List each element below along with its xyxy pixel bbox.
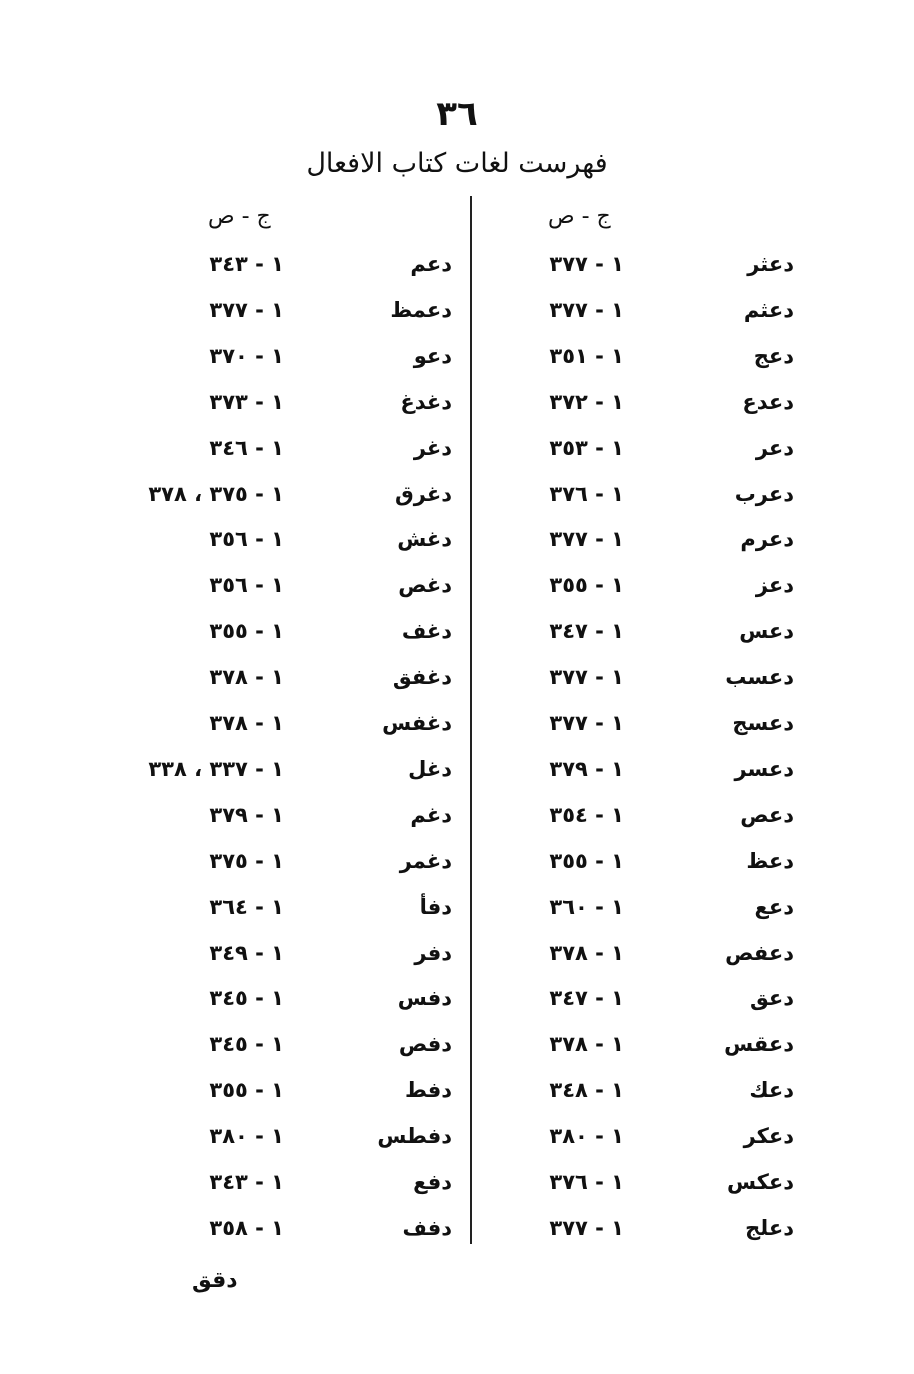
index-entry [0, 482, 914, 518]
entry-word: دفس [397, 986, 452, 1010]
index-entry [0, 436, 914, 472]
entry-reference: ١ - ٣٤٩ [209, 941, 284, 965]
entry-reference: ١ - ٣٥٥ [209, 1078, 284, 1102]
entry-reference: ١ - ٣٧٢ [549, 390, 624, 414]
index-entry [0, 941, 914, 977]
entry-word: دفطس [377, 1124, 452, 1148]
entry-word: دعج [753, 344, 794, 368]
entry-reference: ١ - ٣٤٣ [209, 252, 284, 276]
entry-reference: ١ - ٣٧٧ [549, 527, 624, 551]
index-entry [0, 1216, 914, 1252]
entry-reference: ١ - ٣٧٧ [549, 711, 624, 735]
index-entry [0, 665, 914, 701]
entry-word: دغمر [399, 849, 452, 873]
index-entry [0, 344, 914, 380]
index-entry [0, 619, 914, 655]
entry-word: دعمظ [390, 298, 452, 322]
entry-reference: ١ - ٣٧٨ [549, 941, 624, 965]
entry-word: دعك [749, 1078, 794, 1102]
entry-reference: ١ - ٣٧٨ [209, 711, 284, 735]
entry-word: دعز [755, 573, 794, 597]
entry-reference: ١ - ٣٥٣ [549, 436, 624, 460]
entry-word: دفص [398, 1032, 452, 1056]
entry-reference: ١ - ٣٥٥ [209, 619, 284, 643]
page-number: ٣٦ [436, 94, 478, 134]
entry-word: دغرق [395, 482, 452, 506]
entry-word: دعسب [725, 665, 794, 689]
index-entry [0, 527, 914, 563]
entry-reference: ١ - ٣٥٦ [209, 527, 284, 551]
entry-reference: ١ - ٣٤٧ [549, 986, 624, 1010]
entry-word: دفف [402, 1216, 452, 1240]
entry-reference: ١ - ٣٨٠ [549, 1124, 624, 1148]
index-entry [0, 1078, 914, 1114]
entry-word: دفط [404, 1078, 452, 1102]
entry-word: دعفص [725, 941, 794, 965]
entry-reference: ١ - ٣٧٩ [209, 803, 284, 827]
entry-reference: ١ - ٣٧٣ [209, 390, 284, 414]
entry-word: دعس [739, 619, 794, 643]
page-title: فهرست لغات كتاب الافعال [306, 148, 608, 179]
index-entry [0, 1170, 914, 1206]
entry-word: دغفس [382, 711, 452, 735]
index-entry [0, 986, 914, 1022]
index-entry [0, 298, 914, 334]
entry-reference: ١ - ٣٦٤ [209, 895, 284, 919]
entry-reference: ١ - ٣٨٠ [209, 1124, 284, 1148]
index-entry [0, 390, 914, 426]
entry-reference: ١ - ٣٦٠ [549, 895, 624, 919]
entry-word: دعع [754, 895, 794, 919]
left-column-header: ج - ص [208, 204, 271, 229]
entry-word: دعظ [746, 849, 794, 873]
entry-reference: ١ - ٣٥٥ [549, 849, 624, 873]
entry-word: دغر [413, 436, 452, 460]
entry-word: دعثم [743, 298, 794, 322]
index-entry [0, 1032, 914, 1068]
entry-reference: ١ - ٣٧٨ [209, 665, 284, 689]
entry-word: دفع [413, 1170, 452, 1194]
entry-word: دعسج [732, 711, 794, 735]
entry-reference: ١ - ٣٧٦ [549, 1170, 624, 1194]
entry-reference: ١ - ٣٥٤ [549, 803, 624, 827]
entry-reference: ١ - ٣٥١ [549, 344, 624, 368]
entry-reference: ١ - ٣٧٦ [549, 482, 624, 506]
entry-word: دعق [749, 986, 794, 1010]
entry-reference: ١ - ٣٥٥ [549, 573, 624, 597]
entry-word: دعثر [747, 252, 794, 276]
entry-reference: ١ - ٣٤٣ [209, 1170, 284, 1194]
entry-word: دعم [410, 252, 452, 276]
entry-word: دفر [414, 941, 452, 965]
entry-word: دعسر [734, 757, 794, 781]
entry-reference: ١ - ٣٧٧ [209, 298, 284, 322]
entry-reference: ١ - ٣٧٩ [549, 757, 624, 781]
entry-reference: ١ - ٣٥٨ [209, 1216, 284, 1240]
entry-reference: ١ - ٣٧٠ [209, 344, 284, 368]
index-entry [0, 252, 914, 288]
index-entry [0, 573, 914, 609]
entry-reference: ١ - ٣٤٨ [549, 1078, 624, 1102]
entry-word: دغش [397, 527, 452, 551]
index-entry [0, 711, 914, 747]
index-entry [0, 757, 914, 793]
entry-word: دعرب [734, 482, 794, 506]
entry-word: دعر [755, 436, 794, 460]
entry-reference: ١ - ٣٤٥ [209, 986, 284, 1010]
index-entry [0, 1124, 914, 1160]
entry-reference: ١ - ٣٧٨ [549, 1032, 624, 1056]
entry-reference: ١ - ٣٧٧ [549, 1216, 624, 1240]
entry-reference: ١ - ٣٧٧ [549, 665, 624, 689]
entry-word: دعدع [742, 390, 794, 414]
entry-word: دعكس [726, 1170, 794, 1194]
catchword: دقق [192, 1268, 238, 1293]
entry-word: دغص [398, 573, 452, 597]
entry-word: دعقس [724, 1032, 794, 1056]
entry-reference: ١ - ٣٤٥ [209, 1032, 284, 1056]
entry-word: دغدغ [400, 390, 452, 414]
entry-word: دعو [413, 344, 452, 368]
entry-reference: ١ - ٣٤٧ [549, 619, 624, 643]
entry-word: دغل [408, 757, 452, 781]
index-entry [0, 849, 914, 885]
entry-reference: ١ - ٣٧٧ [549, 298, 624, 322]
entry-reference: ١ - ٣٥٦ [209, 573, 284, 597]
entry-reference: ١ - ٣٧٥ ، ٣٧٨ [148, 482, 284, 506]
entry-word: دغفق [392, 665, 452, 689]
entry-word: دغف [401, 619, 452, 643]
entry-word: دعرم [740, 527, 794, 551]
index-entry [0, 895, 914, 931]
entry-reference: ١ - ٣٣٧ ، ٣٣٨ [148, 757, 284, 781]
right-column-header: ج - ص [548, 204, 611, 229]
entry-word: دعص [740, 803, 794, 827]
entry-word: دعلج [745, 1216, 794, 1240]
entry-word: دغم [410, 803, 452, 827]
entry-reference: ١ - ٣٧٧ [549, 252, 624, 276]
entry-reference: ١ - ٣٧٥ [209, 849, 284, 873]
entry-reference: ١ - ٣٤٦ [209, 436, 284, 460]
index-entry [0, 803, 914, 839]
entry-word: دفأ [419, 895, 452, 919]
entry-word: دعكر [743, 1124, 794, 1148]
